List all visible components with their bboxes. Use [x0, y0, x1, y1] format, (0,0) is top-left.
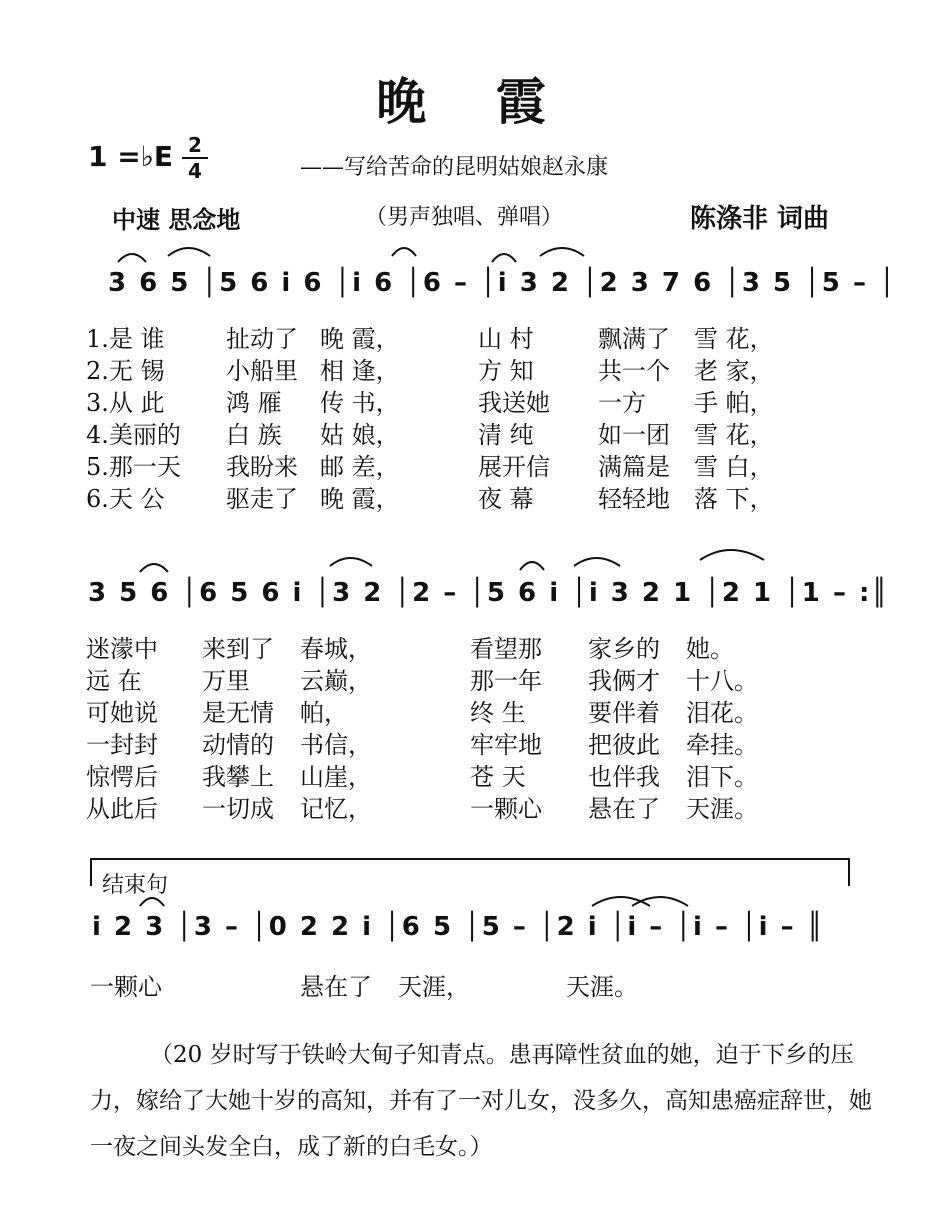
lyric-cell: 如一团: [598, 421, 670, 449]
lyric-cell: 白 族: [226, 421, 282, 449]
lyric-row: [0, 418, 948, 452]
lyric-cell: 要伴着: [588, 699, 660, 727]
lyric-cell: 雪 花，: [694, 325, 774, 353]
score-line-2: 3 5 6 │6 5 6 i │3 2 │2 – │5 6 i │i 3 2 1 │2 1 │1 – :║: [88, 578, 890, 608]
ending-label: 结束句: [102, 873, 169, 898]
lyric-cell: 泪下。: [686, 763, 758, 791]
lyric-cell: 老 家，: [694, 357, 774, 385]
lyric-cell: 晚 霞，: [320, 485, 400, 513]
ending-lyric: 悬在了: [300, 973, 372, 1001]
footnote-line: （20 岁时写于铁岭大甸子知青点。患再障性贫血的她，迫于下乡的压: [150, 1042, 854, 1068]
lyric-cell: 书信，: [300, 731, 372, 759]
ending-lyrics-row: [0, 970, 948, 1004]
lyric-cell: 方 知: [478, 357, 534, 385]
lyric-cell: 一切成: [202, 795, 274, 823]
lyric-cell: 一方: [598, 389, 646, 417]
lyric-cell: 万里: [202, 667, 250, 695]
lyric-cell: 5.那一天: [86, 453, 181, 481]
lyric-cell: 驱走了: [226, 485, 298, 513]
lyric-cell: 看望那: [470, 635, 542, 663]
lyric-cell: 迷濛中: [86, 635, 158, 663]
lyric-cell: 我送她: [478, 389, 550, 417]
lyric-cell: 雪 花，: [694, 421, 774, 449]
lyric-cell: 可她说: [86, 699, 158, 727]
lyric-cell: 我攀上: [202, 763, 274, 791]
song-title: 晚 霞: [376, 72, 572, 131]
lyric-cell: 山 村: [478, 325, 534, 353]
lyric-cell: 姑 娘，: [320, 421, 400, 449]
lyric-cell: 晚 霞，: [320, 325, 400, 353]
lyric-cell: 6.天 公: [86, 485, 165, 513]
lyric-cell: 终 生: [470, 699, 526, 727]
score-line-1: 3 6 5 │5 6 i 6 │i 6 │6 – │i 3 2 │2 3 7 6 │3 5 │5 – │: [108, 268, 897, 298]
lyric-cell: 来到了: [202, 635, 274, 663]
lyric-cell: 家乡的: [588, 635, 660, 663]
lyric-cell: 3.从 此: [86, 389, 165, 417]
lyric-cell: 山崖，: [300, 763, 372, 791]
lyric-cell: 十八。: [686, 667, 758, 695]
lyric-row: [0, 664, 948, 698]
lyric-cell: 4.美丽的: [86, 421, 181, 449]
lyric-cell: 展开信: [478, 453, 550, 481]
lyric-cell: 手 帕，: [694, 389, 774, 417]
lyric-cell: 春城，: [300, 635, 372, 663]
lyric-cell: 鸿 雁: [226, 389, 282, 417]
ending-lyric: 一颗心: [90, 973, 162, 1001]
lyric-cell: 记忆，: [300, 795, 372, 823]
lyric-row: [0, 322, 948, 356]
lyric-cell: 邮 差，: [320, 453, 400, 481]
performance-note: （男声独唱、弹唱）: [365, 205, 564, 230]
lyric-cell: 帕，: [300, 699, 348, 727]
footnote-line: 力，嫁给了大她十岁的高知，并有了一对儿女，没多久，高知患癌症辞世，她: [90, 1088, 872, 1114]
lyric-cell: 我俩才: [588, 667, 660, 695]
lyric-row: [0, 386, 948, 420]
lyric-cell: 1.是 谁: [86, 325, 165, 353]
lyric-cell: 牢牢地: [470, 731, 542, 759]
lyric-row: [0, 728, 948, 762]
lyric-row: [0, 482, 948, 516]
lyric-row: [0, 632, 948, 666]
lyric-cell: 落 下，: [694, 485, 774, 513]
lyric-cell: 一颗心: [470, 795, 542, 823]
lyric-cell: 轻轻地: [598, 485, 670, 513]
lyric-cell: 动情的: [202, 731, 274, 759]
lyric-row: [0, 450, 948, 484]
lyric-cell: 把彼此: [588, 731, 660, 759]
lyric-cell: 惊愕后: [86, 763, 158, 791]
lyric-cell: 天涯。: [686, 795, 758, 823]
dedication-subtitle: ——写给苦命的昆明姑娘赵永康: [300, 155, 609, 180]
lyric-cell: 清 纯: [478, 421, 534, 449]
lyric-cell: 云巅，: [300, 667, 372, 695]
lyric-row: [0, 354, 948, 388]
lyric-cell: 夜 幕: [478, 485, 534, 513]
ending-lyric: 天涯，: [398, 973, 470, 1001]
ending-lyric: 天涯。: [566, 973, 638, 1001]
lyric-cell: 2.无 锡: [86, 357, 165, 385]
lyric-cell: 传 书，: [320, 389, 400, 417]
time-signature-bottom: 4: [188, 159, 202, 183]
lyric-cell: 远 在: [86, 667, 142, 695]
ending-bracket: [90, 858, 850, 886]
time-signature-top: 2: [188, 133, 202, 157]
lyric-row: [0, 792, 948, 826]
lyric-cell: 从此后: [86, 795, 158, 823]
lyric-cell: 也伴我: [588, 763, 660, 791]
lyric-cell: 我盼来: [226, 453, 298, 481]
lyric-cell: 小船里: [226, 357, 298, 385]
key-signature: 1 =♭E: [88, 140, 174, 173]
lyric-cell: 是无情: [202, 699, 274, 727]
lyric-cell: 相 逢，: [320, 357, 400, 385]
composer-credit: 陈涤非 词曲: [690, 204, 830, 234]
lyric-cell: 雪 白，: [694, 453, 774, 481]
lyric-row: [0, 760, 948, 794]
tempo-marking: 中速 思念地: [112, 206, 241, 234]
lyric-cell: 满篇是: [598, 453, 670, 481]
lyric-cell: 那一年: [470, 667, 542, 695]
lyric-cell: 飘满了: [598, 325, 670, 353]
lyric-row: [0, 696, 948, 730]
lyric-cell: 泪花。: [686, 699, 758, 727]
lyric-cell: 共一个: [598, 357, 670, 385]
score-line-3: i 2 3 │3 – │0 2 2 i │6 5 │5 – │2 i │i – │i – │i – ║: [92, 912, 825, 942]
lyric-cell: 她。: [686, 635, 734, 663]
lyric-cell: 一封封: [86, 731, 158, 759]
lyric-cell: 苍 天: [470, 763, 526, 791]
lyric-cell: 牵挂。: [686, 731, 758, 759]
footnote-line: 一夜之间头发全白，成了新的白毛女。）: [90, 1134, 493, 1160]
lyric-cell: 悬在了: [588, 795, 660, 823]
lyric-cell: 扯动了: [226, 325, 298, 353]
